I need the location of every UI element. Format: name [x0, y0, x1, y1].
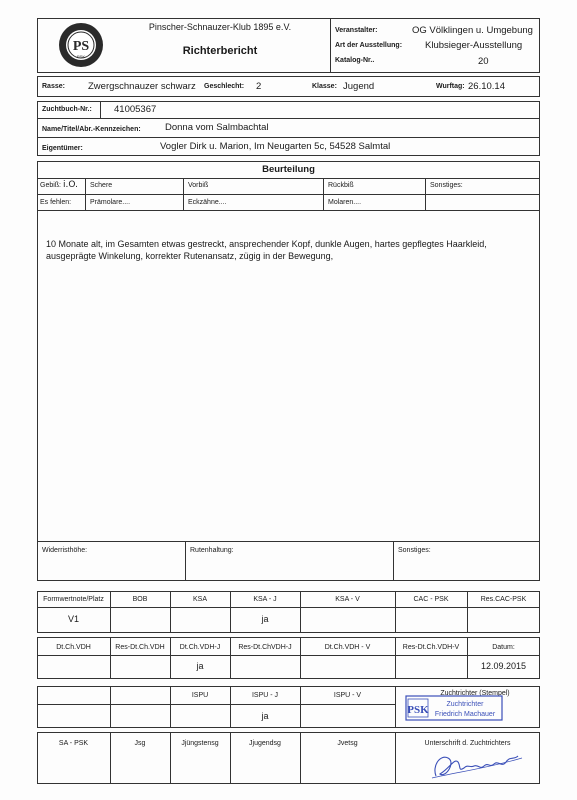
judge-stamp — [405, 690, 505, 722]
r2-h6: Datum: — [492, 644, 515, 651]
assessment-text: 10 Monate alt, im Gesamten etwas gestreckt, ansprechender Kopf, dunkle Augen, hartes gepflegtes Haarkleid, ausgeprägte Winkelung, korrekter Rutenansatz, zügig in der Bewegung, — [46, 239, 487, 261]
r2-h4: Dt.Ch.VDH - V — [324, 644, 371, 651]
r1-h5: CAC - PSK — [413, 596, 449, 603]
svg-text:Friedrich Machauer: Friedrich Machauer — [434, 711, 496, 718]
class-label: Klasse: — [312, 83, 337, 90]
r4-h1: Jsg — [134, 740, 146, 747]
r1-h6: Res.CAC-PSK — [480, 596, 527, 603]
gebiss-label: Gebiß: — [40, 182, 62, 189]
r4-h4: Jvetsg — [337, 740, 358, 747]
svg-text:Zuchtrichter: Zuchtrichter — [446, 701, 484, 708]
schere-label: Schere — [90, 182, 113, 189]
svg-text:PS: PS — [72, 39, 90, 54]
name-label: Name/Titel/Abr.-Kennzeichen: — [42, 126, 141, 133]
r1-v0: V1 — [67, 614, 79, 624]
r4-h2: Jjüngstensg — [181, 740, 219, 747]
r2-v2: ja — [196, 661, 204, 671]
height-label: Widerristhöhe: — [42, 547, 88, 554]
r1-h3: KSA - J — [253, 596, 277, 603]
show-type-label: Art der Ausstellung: — [335, 42, 403, 49]
r1-v3: ja — [261, 614, 269, 624]
svg-text:PSK: PSK — [76, 54, 86, 59]
signature-label: Unterschrift d. Zuchtrichters — [424, 740, 511, 747]
sex-value: 2 — [256, 81, 262, 92]
r2-h0: Dt.Ch.VDH — [56, 644, 91, 651]
r1-h2: KSA — [192, 596, 207, 603]
svg-text:PSK: PSK — [407, 704, 429, 716]
r1-h1: BOB — [132, 596, 148, 603]
r3-h3: ISPU - J — [251, 692, 279, 699]
eckzaehne-label: Eckzähne.... — [188, 199, 227, 206]
r2-h3: Res-Dt.ChVDH-J — [238, 644, 292, 651]
rueckbiss-label: Rückbiß — [328, 182, 354, 189]
judge-signature — [428, 748, 528, 782]
show-type-value: Klubsieger-Ausstellung — [425, 40, 523, 51]
report-title: Richterbericht — [182, 45, 258, 57]
sex-label: Geschlecht: — [204, 83, 245, 90]
r1-h0: Formwertnote/Platz — [43, 596, 104, 603]
class-value: Jugend — [343, 81, 375, 92]
r2-v6: 12.09.2015 — [480, 661, 527, 671]
organizer-value: OG Völklingen u. Umgebung — [412, 25, 533, 36]
praemolare-label: Prämolare.... — [90, 199, 131, 206]
r3-v3: ja — [261, 711, 269, 721]
owner-value: Vogler Dirk u. Marion, Im Neugarten 5c, 54528 Salmtal — [160, 141, 391, 152]
vorbiss-label: Vorbiß — [188, 182, 209, 189]
assessment-box — [37, 161, 540, 581]
birth-value: 26.10.14 — [468, 81, 505, 92]
r3-h2: ISPU — [191, 692, 209, 699]
other-label: Sonstiges: — [398, 547, 431, 554]
fehlen-label: Es fehlen: — [40, 199, 72, 206]
breed-value: Zwergschnauzer schwarz — [88, 81, 196, 92]
tail-label: Rutenhaltung: — [190, 547, 234, 554]
r3-h4: ISPU - V — [333, 692, 362, 699]
molaren-label: Molaren.... — [328, 199, 362, 206]
catalog-value: 20 — [478, 56, 489, 67]
organizer-label: Veranstalter: — [335, 27, 378, 34]
studbook-value: 41005367 — [114, 104, 157, 115]
r4-h3: Jjugendsg — [249, 740, 281, 747]
studbook-label: Zuchtbuch-Nr.: — [42, 106, 92, 113]
catalog-label: Katalog-Nr.. — [335, 57, 375, 64]
r4-h0: SA - PSK — [58, 740, 89, 747]
sonstiges-teeth-label: Sonstiges: — [430, 182, 463, 189]
club-logo — [58, 22, 104, 68]
name-value: Donna vom Salmbachtal — [165, 122, 269, 133]
club-name: Pinscher-Schnauzer-Klub 1895 e.V. — [148, 22, 292, 32]
r2-h1: Res-Dt.Ch.VDH — [115, 644, 165, 651]
r2-h5: Res-Dt.Ch.VDH-V — [402, 644, 460, 651]
r1-h4: KSA - V — [335, 596, 360, 603]
birth-label: Wurftag: — [436, 83, 465, 90]
assessment-title: Beurteilung — [262, 164, 315, 175]
gebiss-value: i.O. — [63, 180, 78, 190]
breed-label: Rasse: — [42, 83, 65, 90]
judge-stamp-label: Zuchtrichter (Stempel) — [440, 690, 510, 697]
owner-label: Eigentümer: — [42, 145, 83, 152]
r2-h2: Dt.Ch.VDH-J — [179, 644, 221, 651]
